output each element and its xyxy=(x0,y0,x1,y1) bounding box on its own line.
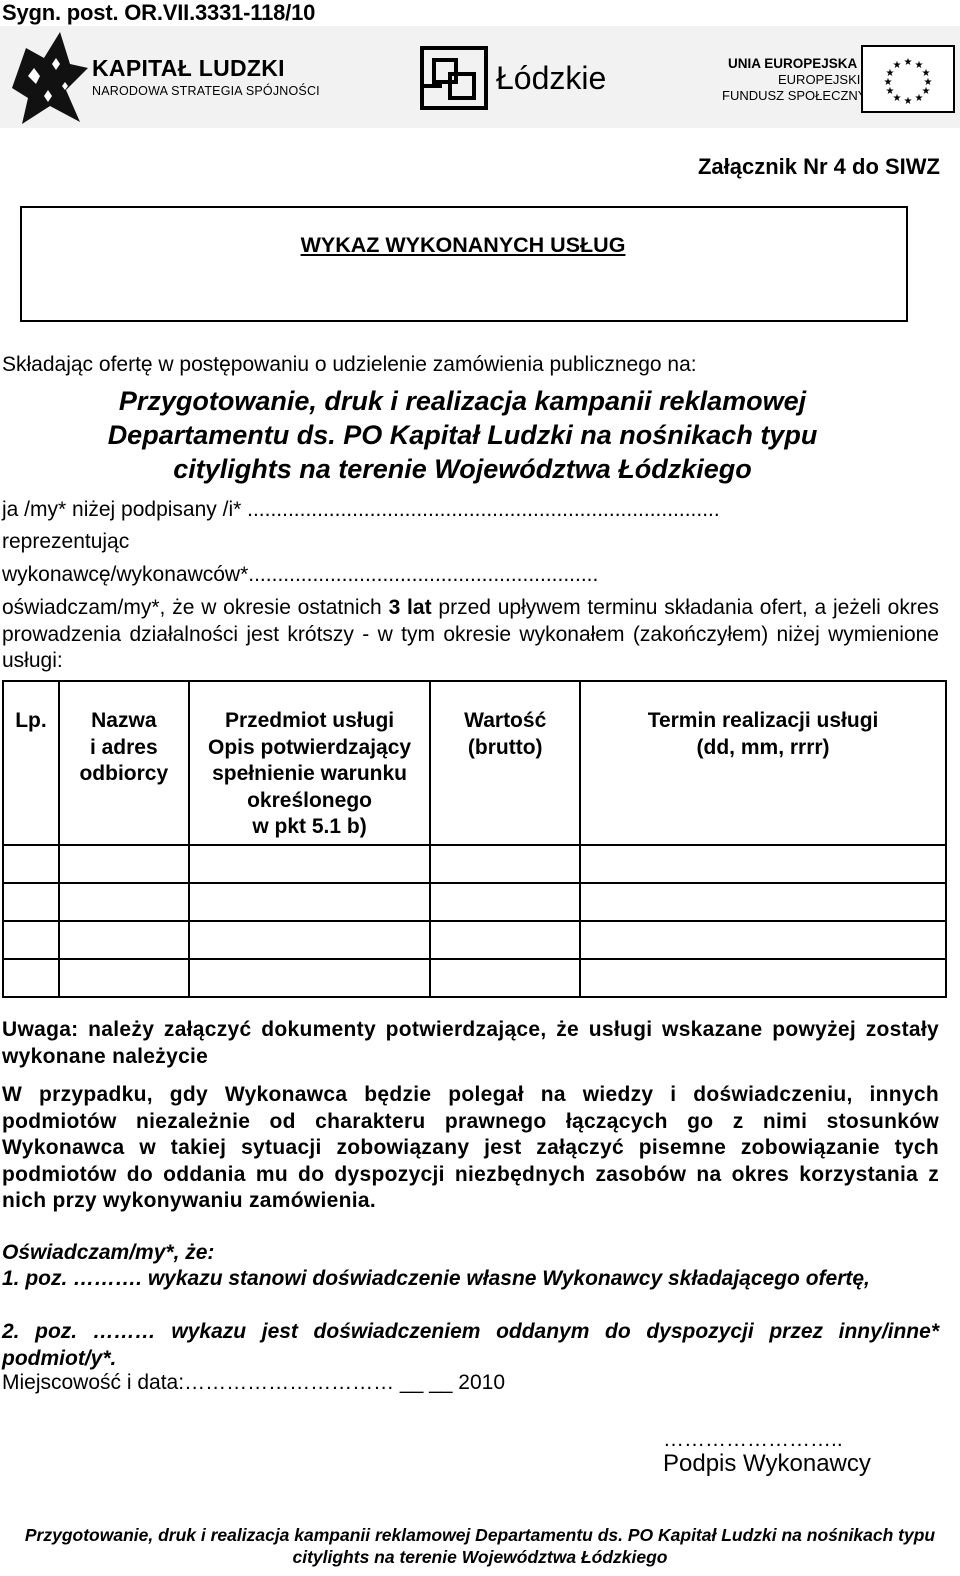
svg-text:★: ★ xyxy=(892,93,902,104)
signature-dots: …………………….. xyxy=(663,1428,843,1451)
attachment-label: Załącznik Nr 4 do SIWZ xyxy=(697,154,940,179)
header-value: Wartość (brutto) xyxy=(430,681,580,845)
kapital-ludzki-subtitle: NARODOWA STRATEGIA SPÓJNOŚCI xyxy=(92,84,320,98)
eu-label-line2: EUROPEJSKI xyxy=(778,72,861,87)
intro-text: Składając ofertę w postępowaniu o udzielenie zamówienia publicznego na: xyxy=(2,353,697,376)
table-cell[interactable] xyxy=(59,845,189,883)
title-box xyxy=(20,206,908,322)
svg-text:★: ★ xyxy=(914,60,924,71)
note-third-party: W przypadku, gdy Wykonawca będzie polegał na wiedzy i doświadczeniu, innych podmiotów niezależnie od charakteru prawnego łączących go z nimi stosunków Wykonawca w takiej sytuacji zobowiązany jest załączyć pisemne zobowiązanie tych podmiotów do oddania mu do dyspozycji niezbędnych zasobów na okres korzystania z nich przy wykonywaniu zamówienia. xyxy=(2,1083,939,1212)
table-cell[interactable] xyxy=(580,921,946,959)
kapital-ludzki-logo xyxy=(4,28,90,126)
table-cell[interactable] xyxy=(189,845,431,883)
svg-text:★: ★ xyxy=(921,68,931,79)
note-attach-documents: Uwaga: należy załączyć dokumenty potwierdzające, że usługi wskazane powyżej zostały wykonane należycie xyxy=(2,1018,939,1068)
eu-label-line1: UNIA EUROPEJSKA xyxy=(728,56,858,71)
table-cell[interactable] xyxy=(580,883,946,921)
header-recipient: Nazwa i adres odbiorcy xyxy=(59,681,189,845)
header-subject: Przedmiot usługi Opis potwierdzający spełnienie warunku określonego w pkt 5.1 b) xyxy=(189,681,431,845)
svg-text:★: ★ xyxy=(921,86,931,97)
svg-text:★: ★ xyxy=(883,77,893,88)
table-cell[interactable] xyxy=(580,845,946,883)
declaration-text-end: przed upływem terminu składania ofert, a jeżeli okres prowadzenia działalności jest krótszy - w tym okresie wykonałem (zakończyłem) niżej wymienione usługi: xyxy=(2,596,940,672)
document-title: WYKAZ WYKONANYCH USŁUG xyxy=(300,233,626,257)
statement-heading: Oświadczam/my*, że: xyxy=(2,1241,215,1264)
place-date-line: Miejscowość i data:………………………… __ __ 2010 xyxy=(2,1371,506,1394)
table-cell[interactable] xyxy=(189,959,431,997)
header-date: Termin realizacji usługi (dd, mm, rrrr) xyxy=(580,681,946,845)
table-cell[interactable] xyxy=(3,921,59,959)
header-lp: Lp. xyxy=(3,681,59,845)
svg-text:★: ★ xyxy=(892,60,902,71)
table-row xyxy=(3,959,946,997)
svg-text:★: ★ xyxy=(903,57,913,68)
table-row xyxy=(3,883,946,921)
document-reference: Sygn. post. OR.VII.3331-118/10 xyxy=(2,0,316,25)
svg-text:★: ★ xyxy=(914,93,924,104)
signed-line: ja /my* niżej podpisany /i* ................................................................................. xyxy=(2,498,720,521)
table-cell[interactable] xyxy=(3,883,59,921)
table-row xyxy=(3,845,946,883)
table-cell[interactable] xyxy=(189,883,431,921)
eu-label-line3: FUNDUSZ SPOŁECZNY xyxy=(722,88,867,103)
table-cell[interactable] xyxy=(3,845,59,883)
table-cell[interactable] xyxy=(580,959,946,997)
contract-subject: Przygotowanie, druk i realizacja kampanii reklamowej Departamentu ds. PO Kapitał Ludzki na nośnikach typu citylights na terenie Województwa Łódzkiego xyxy=(107,386,818,484)
svg-text:★: ★ xyxy=(923,77,933,88)
table-cell[interactable] xyxy=(59,959,189,997)
table-cell[interactable] xyxy=(189,921,431,959)
representing-line: reprezentując xyxy=(2,530,130,553)
svg-text:★: ★ xyxy=(903,96,913,107)
table-cell[interactable] xyxy=(59,883,189,921)
kapital-ludzki-title: KAPITAŁ LUDZKI xyxy=(92,55,285,81)
contractor-line: wykonawcę/wykonawców*............................................................ xyxy=(2,563,599,586)
table-cell[interactable] xyxy=(430,959,580,997)
lodzkie-logo xyxy=(420,46,490,112)
statement-item-2: 2. poz. ……… wykazu jest doświadczeniem oddanym do dyspozycji przez inny/inne* podmiot/y*. xyxy=(2,1320,939,1370)
table-cell[interactable] xyxy=(430,845,580,883)
declaration-paragraph xyxy=(2,595,939,675)
table-cell[interactable] xyxy=(59,921,189,959)
page-footer: Przygotowanie, druk i realizacja kampanii reklamowej Departamentu ds. PO Kapitał Ludzki na nośnikach typu citylights na terenie Województwa Łódzkiego xyxy=(24,1525,936,1567)
table-row xyxy=(3,921,946,959)
services-table xyxy=(2,680,947,998)
table-cell[interactable] xyxy=(430,921,580,959)
svg-text:★: ★ xyxy=(885,86,895,97)
declaration-text-start: oświadczam/my*, że w okresie ostatnich xyxy=(2,596,389,619)
table-cell[interactable] xyxy=(3,959,59,997)
svg-text:★: ★ xyxy=(885,68,895,79)
lodzkie-label: Łódzkie xyxy=(496,60,607,96)
eu-flag-icon xyxy=(861,45,955,113)
statement-item-1: 1. poz. ………. wykazu stanowi doświadczenie własne Wykonawcy składającego ofertę, xyxy=(2,1267,870,1290)
declaration-years: 3 lat xyxy=(388,596,432,619)
table-header-row xyxy=(3,681,946,845)
table-cell[interactable] xyxy=(430,883,580,921)
signature-label: Podpis Wykonawcy xyxy=(663,1450,871,1477)
